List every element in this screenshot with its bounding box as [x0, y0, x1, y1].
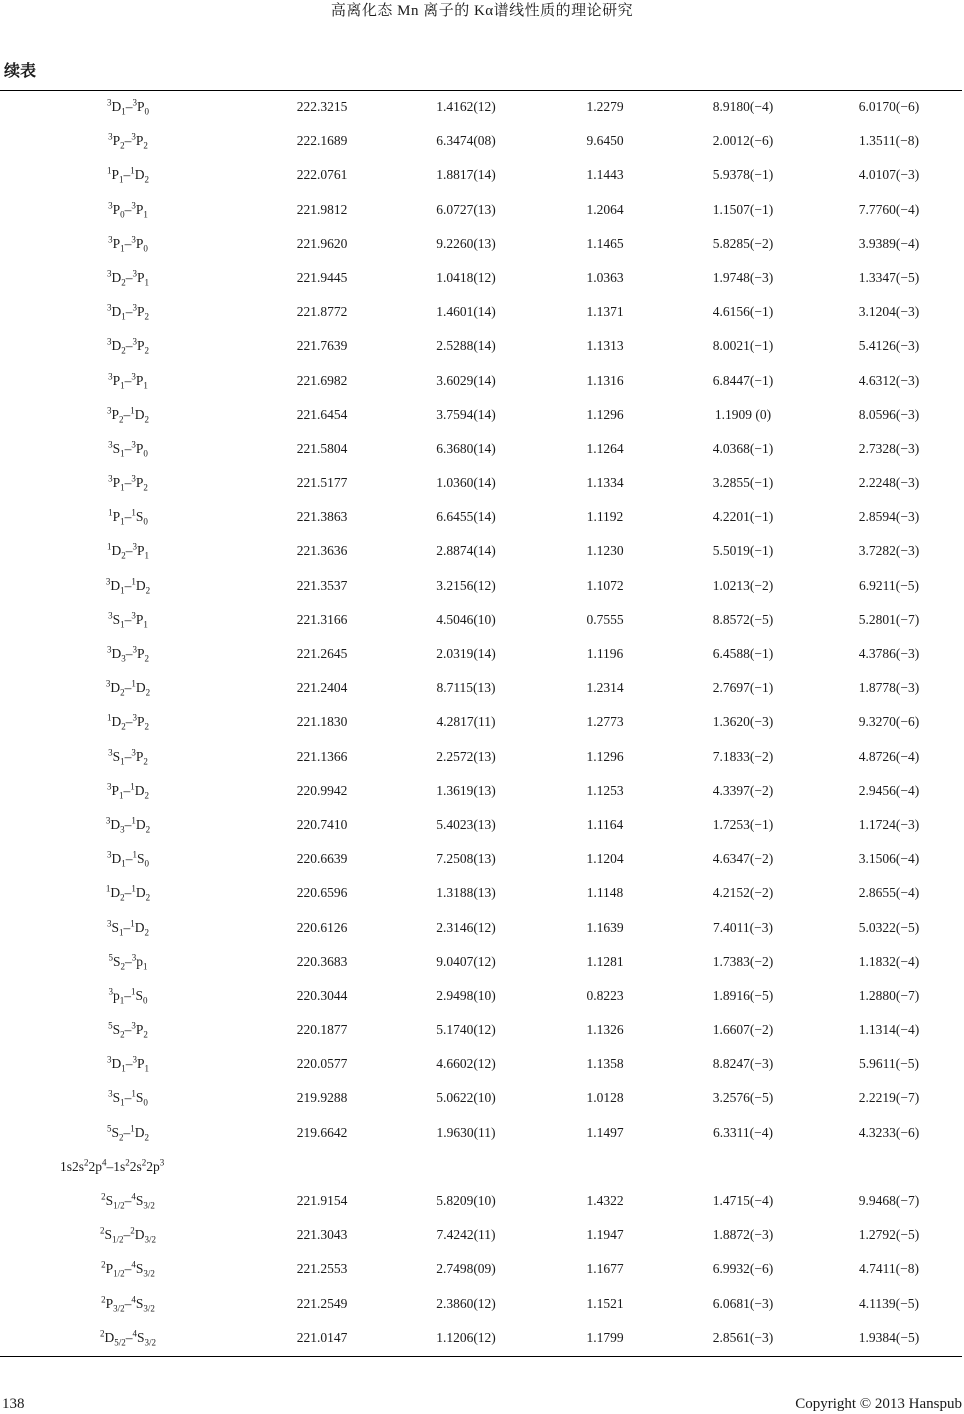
table-cell: 1.1465	[586, 235, 624, 251]
table-cell: 5.4023(13)	[436, 816, 496, 832]
table-cell: 1.9748(−3)	[712, 269, 774, 285]
table-cell: 1.2064	[586, 201, 624, 217]
table-row	[0, 569, 962, 603]
transition-term: $^1D_2-^1D_2$	[105, 883, 151, 903]
table-cell: 220.9942	[296, 782, 348, 798]
table-cell: 5.8285(−2)	[712, 235, 774, 251]
page-number: 138	[2, 1396, 25, 1412]
table-cell: 5.2801(−7)	[858, 611, 920, 627]
table-cell: 221.5804	[296, 440, 348, 456]
transition-term: $^1D_2-^3P_1$	[106, 541, 149, 562]
transition-term: $^1P_1-^1S_0$	[108, 507, 148, 527]
table-cell: 5.9378(−1)	[712, 167, 774, 183]
transition-term: $^3S_1-^3P_1$	[108, 610, 148, 630]
table-cell: 221.9620	[296, 235, 348, 251]
table-cell	[406, 1150, 526, 1184]
table-cell: 1.1296	[586, 406, 624, 422]
table-cell: 5.8209(10)	[436, 1193, 496, 1208]
table-cell: 2.0319(14)	[436, 646, 496, 661]
table-row	[0, 842, 962, 876]
table-cell: 1.0360(14)	[436, 475, 496, 491]
transition-term: $^1D_2-^3P_2$	[106, 712, 149, 733]
transition-term: $^3P_1-^3P_0$	[108, 234, 148, 254]
table-cell: 5.9611(−5)	[859, 1056, 919, 1072]
table-cell: 1.1072	[586, 577, 624, 593]
table-row	[0, 1252, 962, 1286]
table-cell: 1.3511(−8)	[859, 133, 919, 149]
table-cell: 220.3683	[296, 953, 348, 969]
transition-term: $^3P_1-^3P_2$	[108, 473, 148, 493]
table-cell: 0.8223	[586, 987, 624, 1003]
table-cell: 4.3786(−3)	[858, 646, 920, 661]
table-cell: 6.0681(−3)	[712, 1295, 774, 1311]
transition-term: $^2P_{1/2}-^4S_{3/2}$	[101, 1259, 155, 1280]
transition-term: $^3D_1-^1S_0$	[106, 849, 149, 869]
table-row	[0, 637, 962, 671]
table-cell: 5.4126(−3)	[858, 338, 920, 354]
table-cell: 1.7253(−1)	[712, 816, 774, 832]
table-cell: 1.1443	[586, 167, 624, 183]
table-cell: 2.9498(10)	[436, 987, 496, 1003]
table-cell: 1.3347(−5)	[858, 269, 920, 285]
copyright-notice: Copyright © 2013 Hanspub	[795, 1396, 962, 1412]
table-row	[0, 1287, 962, 1321]
table-cell: 2.7697(−1)	[712, 680, 774, 696]
transition-term: $^3D_3-^1D_2$	[105, 815, 151, 835]
table-cell: 220.0577	[296, 1056, 348, 1072]
table-cell: 1.9630(11)	[436, 1124, 496, 1140]
transition-term: $^3D_1-^3P_2$	[106, 302, 149, 322]
table-cell: 4.2152(−2)	[712, 885, 774, 901]
table-row	[0, 979, 962, 1013]
table-cell: 6.3474(08)	[436, 133, 496, 149]
table-cell: 1.1230	[586, 543, 624, 559]
table-cell: 1.1909 (0)	[714, 406, 772, 422]
transition-term: $^3D_2-^3P_1$	[106, 268, 149, 288]
table-row	[0, 227, 962, 261]
table-cell: 5.0622(10)	[436, 1090, 496, 1106]
transition-term: $^3D_2-^1D_2$	[105, 678, 151, 698]
table-cell: 1.1832(−4)	[858, 953, 920, 969]
table-cell: 1.1947	[586, 1227, 624, 1243]
table-cell: 2.7328(−3)	[858, 440, 920, 456]
table-cell: 1.2314	[586, 680, 624, 696]
table-cell: 6.9932(−6)	[712, 1261, 774, 1277]
table-cell: 1.3188(13)	[436, 885, 496, 901]
table-bottom-rule	[0, 1356, 962, 1357]
table-cell: 1.4601(14)	[436, 304, 496, 320]
table-cell: 222.0761	[296, 167, 348, 183]
table-cell: 1.1358	[586, 1056, 624, 1072]
table-cell: 5.5019(−1)	[712, 543, 774, 559]
table-row	[0, 1081, 962, 1115]
table-cell: 4.6602(12)	[436, 1056, 496, 1072]
table-row	[0, 705, 962, 739]
table-cell: 4.6312(−3)	[858, 372, 920, 388]
table-cell: 221.9445	[296, 269, 348, 285]
table-cell: 220.7410	[296, 816, 348, 832]
table-row	[0, 1013, 962, 1047]
table-cell: 7.2508(13)	[436, 851, 496, 867]
table-cell: 1.1192	[586, 509, 624, 525]
table-cell: 221.9812	[296, 201, 348, 217]
table-cell: 7.7760(−4)	[858, 201, 920, 217]
transition-term: $^1P_1-^1D_2$	[106, 165, 149, 186]
running-head: 高离化态 Mn 离子的 Kα谱线性质的理论研究	[330, 3, 634, 19]
table-row	[0, 911, 962, 945]
table-cell: 2.8561(−3)	[712, 1329, 774, 1345]
table-cell: 5.0322(−5)	[858, 919, 920, 935]
table-cell: 1.0363	[586, 269, 624, 285]
table-cell: 9.9468(−7)	[858, 1193, 920, 1208]
table-row	[0, 1047, 962, 1081]
table-cell: 221.1366	[296, 748, 348, 764]
table-row	[0, 603, 962, 637]
table-cell: 6.3311(−4)	[713, 1124, 773, 1140]
table-cell: 1.2880(−7)	[858, 987, 920, 1003]
table-cell: 1.8916(−5)	[712, 987, 774, 1003]
table-row	[0, 432, 962, 466]
table-cell: 1.4715(−4)	[712, 1193, 774, 1208]
table-cell: 3.9389(−4)	[858, 235, 920, 251]
table-cell: 1.0213(−2)	[712, 577, 774, 593]
table-cell: 1.9384(−5)	[858, 1329, 920, 1345]
table-cell: 221.6454	[296, 406, 348, 422]
table-cell: 221.3636	[296, 543, 348, 559]
table-cell: 1.1497	[586, 1124, 624, 1140]
table-cell: 3.2855(−1)	[712, 475, 774, 491]
table-cell: 219.9288	[296, 1090, 348, 1106]
table-cell: 221.3863	[296, 509, 348, 525]
table-cell: 6.9211(−5)	[859, 577, 919, 593]
table-cell	[829, 1150, 949, 1184]
table-cell: 5.1740(12)	[436, 1022, 496, 1038]
table-row	[0, 158, 962, 192]
table-cell: 1.1316	[586, 372, 624, 388]
table-cell: 220.6639	[296, 851, 348, 867]
table-cell: 1.1196	[586, 646, 624, 661]
table-cell: 221.9154	[296, 1193, 348, 1208]
table-cell: 8.0021(−1)	[712, 338, 774, 354]
table-cell: 1.1724(−3)	[858, 816, 920, 832]
table-cell: 8.8247(−3)	[712, 1056, 774, 1072]
table-cell: 4.2817(11)	[436, 714, 496, 730]
transition-term: $^3D_1-^3P_0$	[106, 97, 149, 117]
transition-term: $^3D_3-^3P_2$	[106, 644, 149, 664]
transition-term: $^2S_{1/2}-^4S_{3/2}$	[101, 1191, 155, 1211]
table-cell: 4.2201(−1)	[712, 509, 774, 525]
transition-term: $^3P_2-^3P_2$	[108, 131, 148, 151]
table-cell: 220.6126	[296, 919, 348, 935]
table-cell: 221.2549	[296, 1295, 348, 1311]
table-cell: 7.1833(−2)	[712, 748, 774, 764]
transition-term: $1s2s^22p^4-1s^22s^22p^3$	[60, 1157, 165, 1174]
table-row	[0, 671, 962, 705]
table-cell: 221.7639	[296, 338, 348, 354]
table-cell: 1.6607(−2)	[712, 1022, 774, 1038]
table-group-header	[0, 1150, 962, 1184]
table-cell: 222.3215	[296, 99, 348, 114]
table-cell: 1.1334	[586, 475, 624, 491]
transition-term: $^3P_1-^1D_2$	[106, 781, 149, 801]
table-cell: 4.8726(−4)	[858, 748, 920, 764]
table-cell: 4.3397(−2)	[712, 782, 774, 798]
table-cell: 1.1521	[586, 1295, 624, 1311]
table-cell: 4.6156(−1)	[712, 304, 774, 320]
transition-term: $^3P_0-^3P_1$	[108, 200, 148, 220]
table-cell: 1.3619(13)	[436, 782, 496, 798]
table-row	[0, 466, 962, 500]
transition-term: $^3S_1-^3P_2$	[108, 747, 148, 767]
table-cell: 1.1313	[586, 338, 624, 354]
table-cell: 1.1371	[586, 304, 624, 320]
table-cell: 4.3233(−6)	[858, 1124, 920, 1140]
table-row	[0, 500, 962, 534]
table-cell: 221.2404	[296, 680, 348, 696]
table-row	[0, 1116, 962, 1150]
table-row	[0, 364, 962, 398]
table-cell: 8.8572(−5)	[712, 611, 774, 627]
table-cell: 9.2260(13)	[436, 235, 496, 251]
table-cell: 1.4162(12)	[436, 99, 496, 114]
table-cell: 8.0596(−3)	[858, 406, 920, 422]
table-cell: 1.3620(−3)	[712, 714, 774, 730]
table-cell: 4.6347(−2)	[712, 851, 774, 867]
table-cell: 7.4242(11)	[436, 1227, 496, 1243]
table-cell: 1.1639	[586, 919, 624, 935]
table-cell: 3.6029(14)	[436, 372, 496, 388]
table-cell: 219.6642	[296, 1124, 348, 1140]
table-cell: 1.1204	[586, 851, 624, 867]
table-cell: 3.7282(−3)	[858, 543, 920, 559]
table-cell: 1.1314(−4)	[858, 1022, 920, 1038]
transition-term: $^2P_{3/2}-^4S_{3/2}$	[101, 1294, 155, 1314]
table-cell: 8.9180(−4)	[712, 99, 774, 114]
table-cell: 4.0107(−3)	[858, 167, 920, 183]
table-cell: 1.8778(−3)	[858, 680, 920, 696]
table-cell: 6.8447(−1)	[712, 372, 774, 388]
table-cell: 1.2279	[586, 99, 624, 114]
table-cell: 221.3043	[296, 1227, 348, 1243]
table-cell: 1.1164	[586, 816, 624, 832]
table-cell: 4.0368(−1)	[712, 440, 774, 456]
table-cell: 1.7383(−2)	[712, 953, 774, 969]
table-cell: 6.4588(−1)	[712, 646, 774, 661]
table-cell: 6.0727(13)	[436, 201, 496, 217]
table-row	[0, 398, 962, 432]
table-cell: 3.1506(−4)	[858, 851, 920, 867]
table-row	[0, 808, 962, 842]
table-row	[0, 329, 962, 363]
table-cell: 9.3270(−6)	[858, 714, 920, 730]
table-cell: 221.1830	[296, 714, 348, 730]
table-row	[0, 774, 962, 808]
table-cell: 1.4322	[586, 1193, 624, 1208]
table-cell: 2.9456(−4)	[858, 782, 920, 798]
table-cell	[545, 1150, 665, 1184]
table-cell: 1.1326	[586, 1022, 624, 1038]
table-cell: 7.4011(−3)	[713, 919, 773, 935]
table-cell: 2.5288(14)	[436, 338, 496, 354]
table-cell: 6.3680(14)	[436, 440, 496, 456]
table-cell: 1.2773	[586, 714, 624, 730]
table-cell: 2.8594(−3)	[858, 509, 920, 525]
table-cell: 221.5177	[296, 475, 348, 491]
transition-term: $^3P_2-^1D_2$	[106, 405, 149, 425]
table-cell: 221.3166	[296, 611, 348, 627]
table-cell: 1.0418(12)	[436, 269, 496, 285]
table-cell	[683, 1150, 803, 1184]
table-row	[0, 193, 962, 227]
table-row	[0, 261, 962, 295]
table-cell: 9.0407(12)	[436, 953, 496, 969]
transition-term: $^3D_1-^1D_2$	[105, 576, 151, 596]
table-cell: 2.0012(−6)	[712, 133, 774, 149]
table-row	[0, 945, 962, 979]
transition-term: $^5S_2-^1D_2$	[106, 1123, 149, 1143]
table-cell: 221.0147	[296, 1329, 348, 1345]
table-cell: 222.1689	[296, 133, 348, 149]
table-cell: 3.2156(12)	[436, 577, 496, 593]
table-cell: 2.2219(−7)	[858, 1090, 920, 1106]
transition-term: $^5S_2-^3p_1$	[108, 952, 148, 972]
table-cell: 2.2572(13)	[436, 748, 496, 764]
data-table	[0, 90, 962, 1355]
transition-term: $^2D_{5/2}-^4S_{3/2}$	[99, 1328, 157, 1348]
table-cell: 221.6982	[296, 372, 348, 388]
table-cell: 1.8817(14)	[436, 167, 496, 183]
table-continued-label: 续表	[4, 61, 37, 80]
table-cell: 1.1799	[586, 1329, 624, 1345]
table-cell	[262, 1150, 382, 1184]
table-cell: 9.6450	[586, 133, 624, 149]
table-row	[0, 534, 962, 568]
transition-term: $^5S_2-^3P_2$	[108, 1020, 148, 1040]
table-row	[0, 740, 962, 774]
table-cell: 3.1204(−3)	[858, 304, 920, 320]
table-cell: 1.1264	[586, 440, 624, 456]
table-cell: 2.3146(12)	[436, 919, 496, 935]
transition-term: $^3D_1-^3P_1$	[106, 1054, 149, 1074]
table-cell: 2.3860(12)	[436, 1295, 496, 1311]
table-row	[0, 876, 962, 910]
table-cell: 4.7411(−8)	[859, 1261, 919, 1277]
table-row	[0, 124, 962, 158]
table-cell: 6.0170(−6)	[858, 99, 920, 114]
table-row	[0, 1321, 962, 1355]
table-row	[0, 1218, 962, 1252]
table-cell: 1.1281	[586, 953, 624, 969]
table-cell: 8.7115(13)	[436, 680, 496, 696]
table-cell: 3.7594(14)	[436, 406, 496, 422]
table-cell: 2.2248(−3)	[858, 475, 920, 491]
table-cell: 1.1296	[586, 748, 624, 764]
table-cell: 1.1253	[586, 782, 624, 798]
table-cell: 1.0128	[586, 1090, 624, 1106]
table-cell: 2.8874(14)	[436, 543, 496, 559]
table-cell: 1.1507(−1)	[712, 201, 774, 217]
table-cell: 221.2645	[296, 646, 348, 661]
transition-term: $^3S_1-^1D_2$	[106, 918, 149, 938]
transition-term: $^3P_1-^3P_1$	[108, 371, 148, 391]
table-cell: 221.2553	[296, 1261, 348, 1277]
table-cell: 4.5046(10)	[436, 611, 496, 627]
table-cell: 4.1139(−5)	[859, 1295, 919, 1311]
table-cell: 1.1677	[586, 1261, 624, 1277]
transition-term: $^3S_1-^3P_0$	[108, 439, 148, 459]
table-cell: 221.3537	[296, 577, 348, 593]
table-row	[0, 1184, 962, 1218]
table-cell: 1.1206(12)	[436, 1329, 496, 1345]
table-cell: 220.1877	[296, 1022, 348, 1038]
table-cell: 0.7555	[586, 611, 624, 627]
table-cell: 1.2792(−5)	[858, 1227, 920, 1243]
table-cell: 6.6455(14)	[436, 509, 496, 525]
transition-term: $^3S_1-^1S_0$	[108, 1088, 148, 1109]
transition-term: $^3p_1-^1S_0$	[108, 986, 148, 1006]
table-row	[0, 295, 962, 329]
table-cell: 3.2576(−5)	[712, 1090, 774, 1106]
table-row	[0, 90, 962, 124]
table-cell: 1.1148	[586, 885, 624, 901]
table-cell: 2.8655(−4)	[858, 885, 920, 901]
table-cell: 2.7498(09)	[436, 1261, 496, 1277]
table-cell: 220.6596	[296, 885, 348, 901]
table-cell: 221.8772	[296, 304, 348, 320]
transition-term: $^3D_2-^3P_2$	[106, 336, 149, 356]
table-cell: 220.3044	[296, 987, 348, 1003]
transition-term: $^2S_{1/2}-^2D_{3/2}$	[99, 1225, 157, 1245]
table-cell: 1.8872(−3)	[712, 1227, 774, 1243]
